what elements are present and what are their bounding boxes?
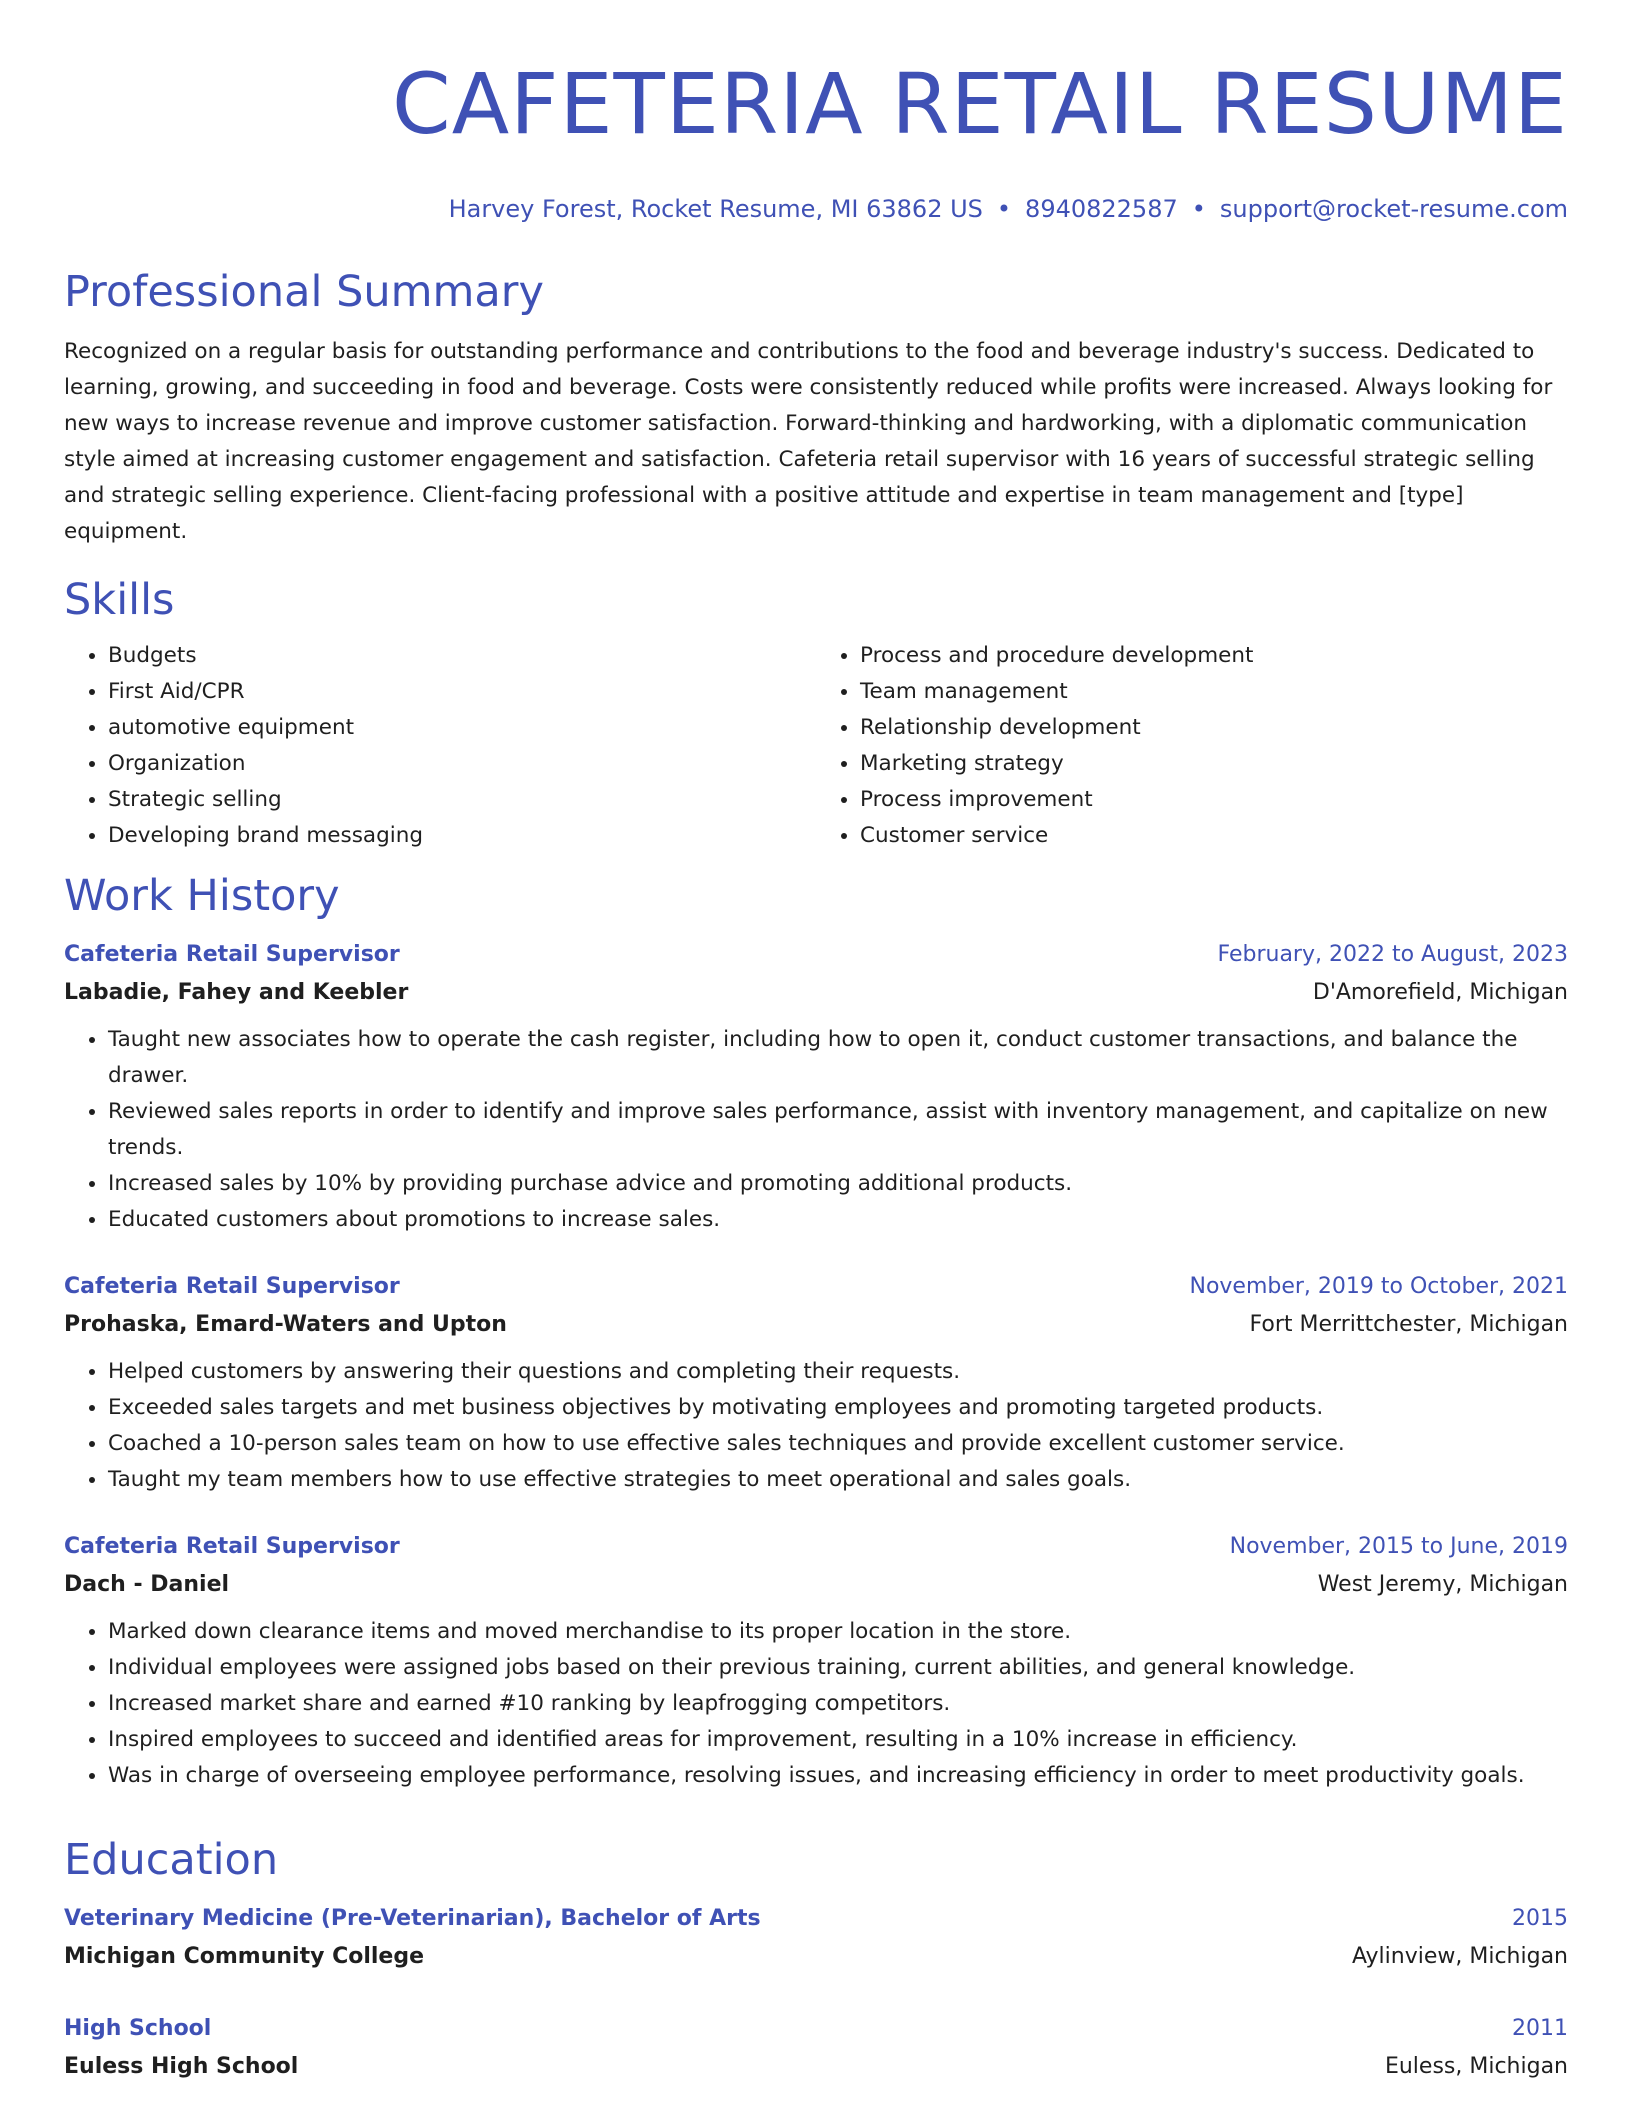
job-dates: February, 2022 to August, 2023 [1217, 942, 1568, 967]
school-name: Euless High School [64, 2054, 299, 2079]
job-dates: November, 2015 to June, 2019 [1229, 1534, 1568, 1559]
job-bullet: • Exceeded sales targets and met business objectives by motivating employees and promoting targeted products. [108, 1390, 1568, 1426]
work-history-heading: Work History [64, 871, 340, 921]
skills-heading: Skills [64, 575, 175, 625]
job-bullet: • Helped customers by answering their questions and completing their requests. [108, 1354, 1568, 1390]
contact-address: Harvey Forest, Rocket Resume, MI 63862 US [448, 195, 983, 223]
education-heading: Education [64, 1835, 279, 1885]
job-bullet: • Inspired employees to succeed and identified areas for improvement, resulting in a 10% increase in efficiency. [108, 1722, 1568, 1758]
job-title: Cafeteria Retail Supervisor [64, 942, 400, 967]
skill-item: • Customer service [860, 818, 1568, 854]
job-bullet: • Educated customers about promotions to increase sales. [108, 1202, 1568, 1238]
job-header [64, 1528, 1568, 1566]
skill-item: • Team management [860, 674, 1568, 710]
education-subheader [64, 1938, 1568, 1976]
skill-item: • Process and procedure development [860, 638, 1568, 674]
job-header [64, 936, 1568, 974]
job-bullet: • Individual employees were assigned jobs based on their previous training, current abilities, and general knowledge. [108, 1650, 1568, 1686]
job-dates: November, 2019 to October, 2021 [1189, 1274, 1568, 1299]
graduation-year: 2011 [1512, 2016, 1568, 2041]
skills-section [64, 574, 1568, 854]
school-location: Aylinview, Michigan [1351, 1944, 1568, 1969]
job-bullets [64, 1354, 1568, 1498]
job-bullet: • Taught my team members how to use effective strategies to meet operational and sales goals. [108, 1462, 1568, 1498]
skill-item: • Developing brand messaging [108, 818, 816, 854]
education-subheader [64, 2048, 1568, 2086]
contact-phone: 8940822587 [1025, 195, 1178, 223]
job-bullets [64, 1614, 1568, 1794]
job-subheader [64, 974, 1568, 1012]
skills-list-left [64, 638, 816, 854]
job-bullet: • Marked down clearance items and moved merchandise to its proper location in the store. [108, 1614, 1568, 1650]
skill-item: • Budgets [108, 638, 816, 674]
job-bullet: • Reviewed sales reports in order to identify and improve sales performance, assist with inventory management, and capitalize on new trends. [108, 1094, 1568, 1166]
job-bullet: • Increased market share and earned #10 ranking by leapfrogging competitors. [108, 1686, 1568, 1722]
graduation-year: 2015 [1512, 1906, 1568, 1931]
job-title: Cafeteria Retail Supervisor [64, 1274, 400, 1299]
school-name: Michigan Community College [64, 1944, 425, 1969]
job-location: West Jeremy, Michigan [1317, 1572, 1568, 1597]
job-location: Fort Merrittchester, Michigan [1249, 1312, 1568, 1337]
job-title: Cafeteria Retail Supervisor [64, 1534, 400, 1559]
job-entry [64, 936, 1568, 1238]
job-bullet: • Coached a 10-person sales team on how to use effective sales techniques and provide excellent customer service. [108, 1426, 1568, 1462]
job-bullet: • Was in charge of overseeing employee performance, resolving issues, and increasing efficiency in order to meet productivity goals. [108, 1758, 1568, 1794]
contact-line [64, 194, 1568, 224]
skill-item: • Process improvement [860, 782, 1568, 818]
company-name: Labadie, Fahey and Keebler [64, 980, 409, 1005]
skill-item: • Relationship development [860, 710, 1568, 746]
school-location: Euless, Michigan [1384, 2054, 1568, 2079]
job-bullets [64, 1022, 1568, 1238]
company-name: Prohaska, Emard-Waters and Upton [64, 1312, 507, 1337]
education-header [64, 2010, 1568, 2048]
job-subheader [64, 1566, 1568, 1604]
degree: Veterinary Medicine (Pre-Veterinarian), Bachelor of Arts [64, 1906, 761, 1931]
job-header [64, 1268, 1568, 1306]
job-subheader [64, 1306, 1568, 1344]
contact-email[interactable]: support@rocket-resume.com [1219, 195, 1568, 223]
degree: High School [64, 2016, 212, 2041]
skills-list-right [816, 638, 1568, 854]
skill-item: • Strategic selling [108, 782, 816, 818]
summary-section [64, 266, 1568, 550]
education-header [64, 1900, 1568, 1938]
skill-item: • automotive equipment [108, 710, 816, 746]
company-name: Dach - Daniel [64, 1572, 230, 1597]
education-section [64, 1834, 1568, 2086]
contact-separator: • [1191, 195, 1206, 223]
summary-text: Recognized on a regular basis for outstanding performance and contributions to the food and beverage industry's success. Dedicated to learning, growing, and succeeding in food and beverage. Costs were consistently reduced while profits were increased. Always looking for new ways to increase revenue and improve customer satisfaction. Forward-thinking and hardworking, with a diplomatic communication style aimed at increasing customer engagement and satisfaction. Cafeteria retail supervisor with 16 years of successful strategic selling and strategic selling experience. Client-facing professional with a positive attitude and expertise in team management and [type] equipment. [64, 339, 1553, 544]
skill-item: • Marketing strategy [860, 746, 1568, 782]
summary-heading: Professional Summary [64, 267, 544, 317]
job-entry [64, 1268, 1568, 1498]
job-location: D'Amorefield, Michigan [1312, 980, 1568, 1005]
job-bullet: • Increased sales by 10% by providing purchase advice and promoting additional products. [108, 1166, 1568, 1202]
work-history-section [64, 870, 1568, 1794]
contact-separator: • [996, 195, 1012, 223]
job-bullet: • Taught new associates how to operate the cash register, including how to open it, conduct customer transactions, and balance the drawer. [108, 1022, 1568, 1094]
skill-item: • Organization [108, 746, 816, 782]
job-entry [64, 1528, 1568, 1794]
skills-columns [64, 638, 1568, 854]
skill-item: • First Aid/CPR [108, 674, 816, 710]
education-entry [64, 2010, 1568, 2086]
resume-title: CAFETERIA RETAIL RESUME [392, 55, 1568, 153]
education-entry [64, 1900, 1568, 1976]
